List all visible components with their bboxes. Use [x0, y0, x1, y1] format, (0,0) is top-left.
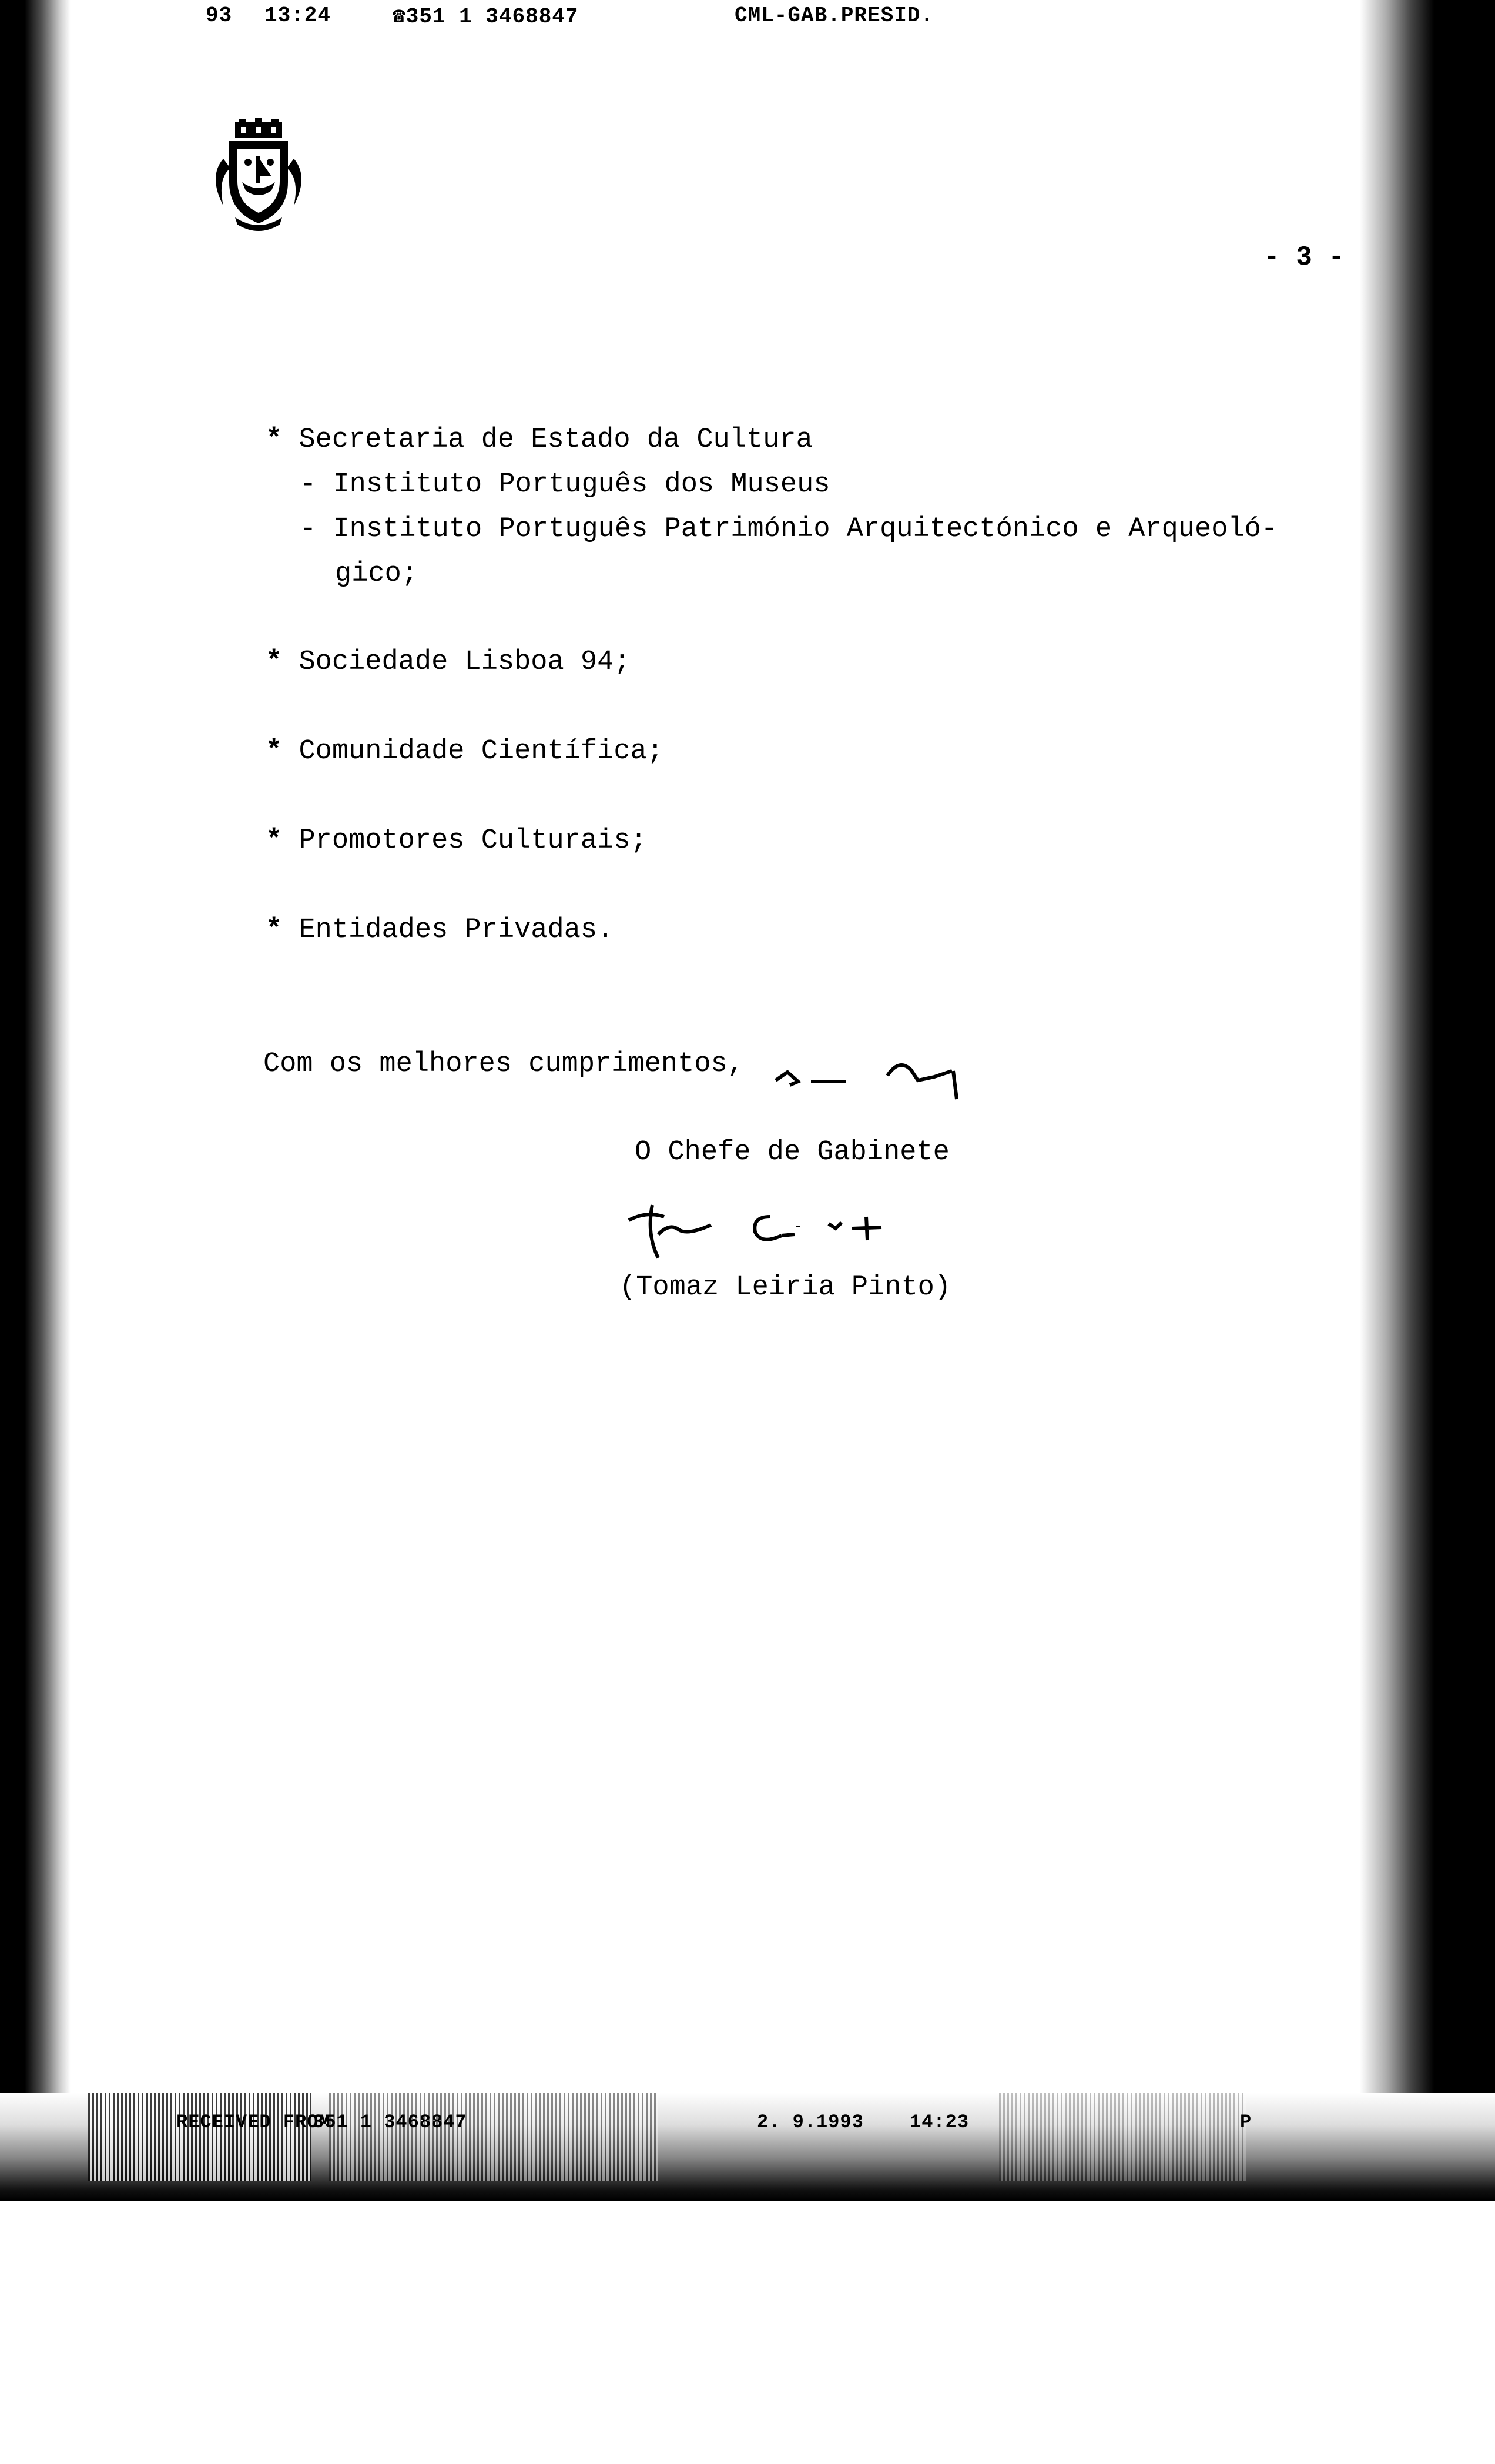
list-item	[266, 647, 631, 678]
fax-header-sender: CML-GAB.PRESID.	[735, 4, 934, 28]
handwritten-initials	[764, 1035, 976, 1105]
fax-footer-received: RECEIVED FROM	[176, 2111, 331, 2133]
bullet-marker: *	[266, 736, 283, 767]
scan-noise	[999, 2093, 1246, 2181]
signer-name: (Tomaz Leiria Pinto)	[619, 1272, 951, 1303]
signer-title: O Chefe de Gabinete	[635, 1137, 950, 1168]
scan-edge-left	[0, 0, 71, 2201]
list-item-text: Sociedade Lisboa 94;	[299, 647, 631, 678]
list-item-text: Entidades Privadas.	[299, 915, 614, 946]
list-subitem: - Instituto Português dos Museus	[300, 469, 830, 500]
fax-footer-time: 14:23	[910, 2111, 970, 2133]
fax-footer-page: P	[1240, 2111, 1252, 2133]
blank-margin	[0, 2201, 1495, 2464]
bullet-marker: *	[266, 647, 283, 678]
handwritten-signature	[623, 1193, 952, 1264]
bullet-marker: *	[266, 424, 283, 456]
fax-footer-number: 351 1 3468847	[313, 2111, 467, 2133]
fax-header-number-value: 351 1 3468847	[405, 5, 579, 29]
scan-noise	[329, 2093, 658, 2181]
scan-noise	[88, 2093, 311, 2181]
list-item-text: Secretaria de Estado da Cultura	[299, 424, 813, 456]
fax-header-time: 13:24	[264, 4, 331, 28]
list-item-text: Comunidade Científica;	[299, 736, 663, 767]
scan-edge-right	[1360, 0, 1495, 2201]
list-subitem: - Instituto Português Património Arquitectónico e Arqueoló-	[300, 514, 1278, 545]
list-item	[266, 825, 647, 856]
list-item	[266, 915, 614, 946]
fax-footer-date: 2. 9.1993	[757, 2111, 864, 2133]
lisbon-crest-logo	[200, 118, 317, 235]
fax-header-number: ☎351 1 3468847	[393, 5, 579, 29]
bullet-marker: *	[266, 915, 283, 946]
page-number: - 3 -	[1263, 242, 1345, 273]
list-item-text: Promotores Culturais;	[299, 825, 647, 856]
closing-line: Com os melhores cumprimentos,	[263, 1049, 744, 1080]
list-item	[266, 424, 813, 456]
list-subitem-continuation: gico;	[335, 558, 418, 590]
fax-header-date: 93	[206, 4, 233, 28]
bullet-marker: *	[266, 825, 283, 856]
list-item	[266, 736, 663, 767]
